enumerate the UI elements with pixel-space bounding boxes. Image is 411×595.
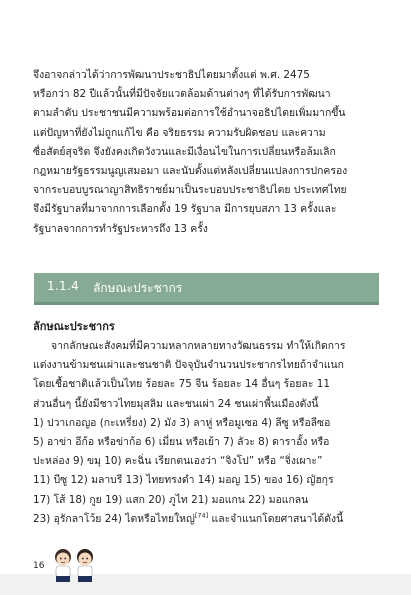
text-line: 1) ปวาเกอญอ (กะเหรี่ยง) 2) มัง 3) ลาหู่ หรือมูเซอ 4) ลีซู หรือลีซอ — [33, 416, 331, 429]
paragraph-intro — [33, 66, 381, 239]
text-line: จึงอาจกล่าวได้ว่าการพัฒนาประชาธิปไตยมาตั้งแต่ พ.ศ. 2475 — [33, 69, 310, 81]
text-line: จากระบอบบูรณาญาสิทธิราชย์มาเป็นระบอบประชาธิปไตย ประเทศไทย — [33, 184, 347, 197]
footnote-reference[interactable]: [74] — [194, 511, 209, 520]
text-line: โดยเชื้อชาติแล้วเป็นไทย ร้อยละ 75 จีน ร้อยละ 14 อื่นๆ ร้อยละ 11 — [33, 378, 330, 391]
text-line: ตามลำดับ ประชาชนมีความพร้อมต่อการใช้อำนาจอธิปไตยเพิ่มมากขึ้น — [33, 107, 346, 120]
subheading: ลักษณะประชากร — [33, 320, 115, 333]
text-line: หรือกว่า 82 ปีแล้วนั้นที่มีปัจจัยแวดล้อมด้านต่างๆ ที่ได้รับการพัฒนา — [33, 88, 331, 101]
page-number: 16 — [33, 561, 45, 571]
mascot-child-left — [55, 549, 71, 582]
text-line: ส่วนอื่นๆ นี้ยังมีชาวไทยมุสลิม และชนเผ่า 24 ชนเผ่าพื้นเมืองดังนี้ — [33, 397, 319, 410]
section-header-bar — [34, 273, 379, 305]
text-line: แต่งงานข้ามชนเผ่าและชนชาติ ปัจจุบันจำนวนประชากรไทยถ้าจำแนก — [33, 359, 344, 372]
text-line: 17) โส้ 18) กูย 19) แสก 20) ภูไท 21) มอแกน 22) มอแกลน — [33, 493, 309, 506]
mascot-illustration — [46, 545, 102, 585]
mascot-child-right — [77, 549, 93, 582]
text-line: ซื่อสัตย์สุจริต จึงยังคงเกิดวังวนและมีเงื่อนไขในการเปลี่ยนหรือล้มเลิก — [33, 145, 336, 158]
text-line: แต่ปัญหาที่ยังไม่ถูกแก้ไข คือ จริยธรรม ความรับผิดชอบ และความ — [33, 126, 326, 139]
text-line: ปะหล่อง 9) ขมุ 10) คะฉิ่น เรียกตนเองว่า “จิงโป” หรือ “จิ่งเผาะ” — [33, 455, 323, 468]
text-line: 11) บีซู 12) มลาบรี 13) ไทยทรงดำ 14) มอญ 15) ของ 16) ญัฮกุร — [33, 474, 334, 487]
text-line: รัฐบาลจากการทำรัฐประหารถึง 13 ครั้ง — [33, 222, 208, 235]
text-line-part: 23) อุรักลาโว้ย 24) ไตหรือไทยใหญ่ — [33, 512, 195, 525]
paragraph-population — [33, 337, 381, 529]
section-title: ลักษณะประชากร — [93, 281, 183, 295]
text-line-part: และจำแนกโดยศาสนาได้ดังนี้ — [208, 512, 344, 525]
text-line-last — [33, 510, 381, 529]
text-line: จากลักษณะสังคมที่มีความหลากหลายทางวัฒนธรรม ทำให้เกิดการ — [51, 340, 346, 352]
text-line: จึงมีรัฐบาลที่มาจากการเลือกตั้ง 19 รัฐบาล มีการยุบสภา 13 ครั้งและ — [33, 203, 337, 216]
text-line: 5) อาข่า อีก้อ หรือข่าก้อ 6) เมี่ยน หรือเย้า 7) ลัวะ 8) ดาราอั้ง หรือ — [33, 435, 330, 448]
section-number: 1.1.4 — [47, 279, 80, 293]
text-line: กฎหมายรัฐธรรมนูญเสมอมา และนับตั้งแต่หลังเปลี่ยนแปลงการปกครอง — [33, 164, 348, 177]
